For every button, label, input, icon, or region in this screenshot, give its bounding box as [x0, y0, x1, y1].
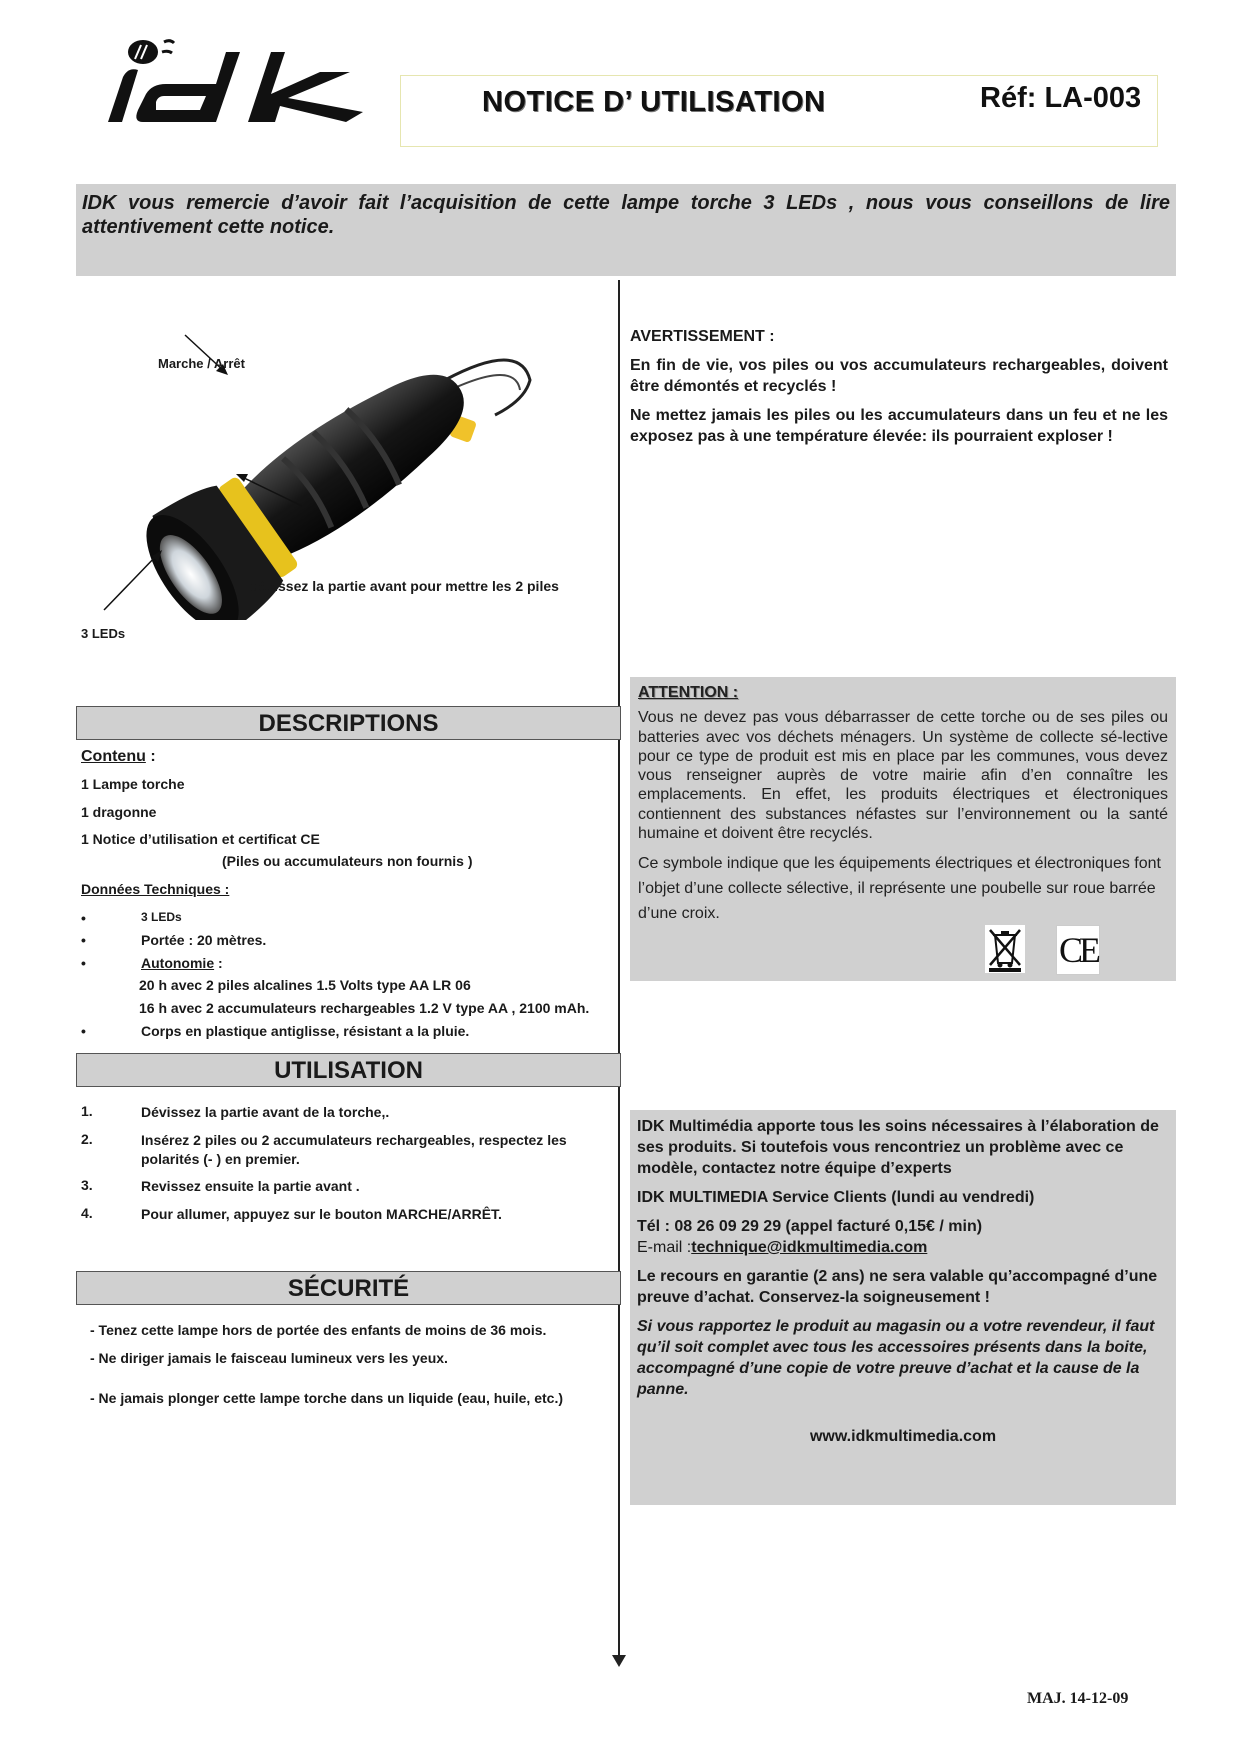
autonomie-label: Autonomie: [141, 955, 215, 971]
safety-line: - Ne diriger jamais le faisceau lumineux vers les yeux.: [90, 1350, 448, 1366]
spec-item-autonomie: [141, 955, 223, 971]
contact-intro: IDK Multimédia apporte tous les soins nécessaires à l’élaboration de ses produits. Si toutefois vous rencontriez un problème avec ce modèle, contactez notre équipe d’experts: [637, 1118, 1159, 1177]
contact-details: [637, 1216, 1169, 1258]
caption-leds: 3 LEDs: [81, 626, 126, 641]
divider-arrowhead-icon: [612, 1655, 626, 1667]
safety-line: - Ne jamais plonger cette lampe torche dans un liquide (eau, huile, etc.): [90, 1390, 563, 1406]
step-number: 4.: [81, 1205, 93, 1221]
spec-item: Portée : 20 mètres.: [141, 932, 267, 948]
page-title: NOTICE D’ UTILISATION: [482, 86, 826, 118]
step-text: Pour allumer, appuyez sur le bouton MARCHE/ARRÊT.: [141, 1206, 502, 1222]
warning-title: AVERTISSEMENT :: [630, 328, 775, 345]
logo-text: idk: [88, 32, 90, 33]
contenu-item: 1 Notice d’utilisation et certificat CE: [81, 831, 320, 847]
spec-item: 3 LEDs: [141, 910, 182, 924]
service-clients: IDK MULTIMEDIA Service Clients (lundi au vendredi): [637, 1189, 1035, 1206]
autonomie-line: 20 h avec 2 piles alcalines 1.5 Volts type AA LR 06: [139, 977, 471, 993]
caption-devissez: dévissez la partie avant pour mettre les 2 piles: [250, 578, 559, 594]
safety-line: - Tenez cette lampe hors de portée des enfants de moins de 36 mois.: [90, 1322, 547, 1338]
bullet-icon: •: [81, 955, 86, 971]
idk-logo: [88, 32, 388, 132]
warning-section: [630, 326, 1168, 455]
update-date: MAJ. 14-12-09: [1027, 1690, 1129, 1707]
autonomie-colon: :: [214, 955, 223, 971]
column-divider: [618, 280, 620, 1660]
contenu-item: 1 Lampe torche: [81, 776, 185, 792]
caption-marche-arret: Marche / Arrêt: [158, 356, 245, 371]
email-link[interactable]: technique@idkmultimedia.com: [691, 1239, 928, 1256]
contenu-label: [81, 748, 156, 766]
attention-title: ATTENTION :: [638, 684, 739, 701]
return-policy-text: Si vous rapportez le produit au magasin ou a votre revendeur, il faut qu’il soit complet avec tous les accessoires présents dans la boite, accompagné d’une copie de votre preuve d’achat et la cause de la panne.: [637, 1318, 1155, 1398]
autonomie-line: 16 h avec 2 accumulateurs rechargeables 1.2 V type AA , 2100 mAh.: [139, 1000, 590, 1016]
step-number: 1.: [81, 1103, 93, 1119]
step-text: Revissez ensuite la partie avant .: [141, 1178, 360, 1194]
donnees-techniques-label: Données Techniques :: [81, 881, 230, 897]
step-text: Dévissez la partie avant de la torche,.: [141, 1104, 390, 1120]
ce-mark-text: CE: [1058, 930, 1097, 970]
contenu-note: (Piles ou accumulateurs non fournis ): [222, 853, 473, 869]
bullet-icon: •: [81, 910, 86, 926]
step-number: 2.: [81, 1131, 93, 1147]
contenu-colon: :: [145, 748, 156, 765]
warning-text-1: En fin de vie, vos piles ou vos accumulateurs rechargeables, doivent être démontés et recyclés !: [630, 357, 1168, 395]
step-number: 3.: [81, 1177, 93, 1193]
warranty-text: Le recours en garantie (2 ans) ne sera valable qu’accompagné d’une preuve d’achat. Conservez-la soigneusement !: [637, 1268, 1158, 1306]
utilisation-heading: UTILISATION: [76, 1053, 621, 1087]
bullet-icon: •: [81, 932, 86, 948]
contenu-label-text: Contenu: [81, 748, 146, 765]
securite-heading: SÉCURITÉ: [76, 1271, 621, 1305]
descriptions-heading: DESCRIPTIONS: [76, 706, 621, 740]
product-reference: Réf: LA-003: [980, 82, 1142, 114]
spec-item: Corps en plastique antiglisse, résistant a la pluie.: [141, 1023, 470, 1039]
contenu-item: 1 dragonne: [81, 804, 157, 820]
website-link[interactable]: www.idkmultimedia.com: [809, 1428, 997, 1445]
email-label: E-mail :: [637, 1239, 692, 1256]
ce-mark-icon: [1056, 925, 1100, 975]
attention-text-1: Vous ne devez pas vous débarrasser de cette torche ou de ses piles ou batteries avec vos déchets ménagers. Un système de collecte sé-lective pour ce type de produit est mis en place par les communes, vous devez vous renseigner auprès de votre mairie afin d’en connaître les emplacements. En effet, les produits électriques et électroniques contiennent des substances néfastes sur l’environnement ou la santé humaine et doivent être recyclés.: [638, 709, 1168, 843]
warning-text-2: Ne mettez jamais les piles ou les accumulateurs dans un feu et ne les exposez pas à une température élevée: ils pourraient exploser !: [630, 407, 1168, 445]
bullet-icon: •: [81, 1023, 86, 1039]
phone-number: Tél : 08 26 09 29 29 (appel facturé 0,15€ / min): [637, 1218, 983, 1235]
contact-box: [630, 1110, 1176, 1505]
attention-text-2: Ce symbole indique que les équipements électriques et électroniques font l’objet d’une collecte sélective, il représente une poubelle sur roue barrée d’une croix.: [638, 855, 1161, 923]
step-text: Insérez 2 piles ou 2 accumulateurs rechargeables, respectez les polarités (- ) en premier.: [141, 1132, 567, 1167]
intro-banner: IDK vous remercie d’avoir fait l’acquisition de cette lampe torche 3 LEDs , nous vous conseillons de lire attentivement cette notice.: [76, 184, 1176, 276]
weee-crossed-bin-icon: [985, 925, 1025, 973]
